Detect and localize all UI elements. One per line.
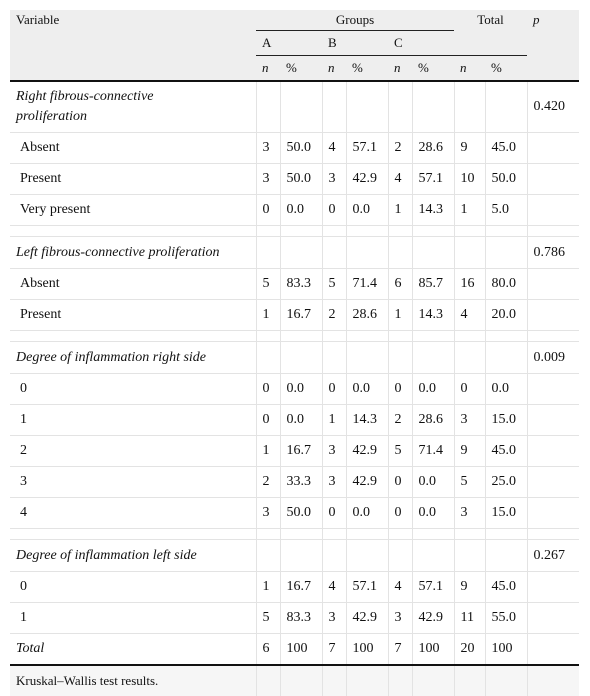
- empty-cell: [346, 226, 388, 237]
- cell-c-n: 0: [388, 374, 412, 405]
- footnote-row: [10, 665, 579, 696]
- empty-cell: [322, 237, 346, 269]
- empty-cell: [527, 572, 579, 603]
- cell-b-n: 3: [322, 436, 346, 467]
- empty-cell: [412, 331, 454, 342]
- empty-cell: [322, 81, 346, 133]
- empty-cell: [527, 226, 579, 237]
- header-group-c: C: [388, 31, 454, 56]
- empty-cell: [527, 405, 579, 436]
- cell-c-pct: 71.4: [412, 436, 454, 467]
- cell-t-n: 3: [454, 498, 485, 529]
- empty-cell: [527, 529, 579, 540]
- cell-c-pct: 0.0: [412, 467, 454, 498]
- empty-cell: [388, 540, 412, 572]
- cell-c-pct: 0.0: [412, 374, 454, 405]
- cell-c-n: 0: [388, 498, 412, 529]
- empty-cell: [322, 665, 346, 696]
- empty-cell: [280, 226, 322, 237]
- total-a-pct: 100: [280, 634, 322, 666]
- table-row: [10, 405, 579, 436]
- cell-a-pct: 16.7: [280, 572, 322, 603]
- empty-cell: [280, 237, 322, 269]
- empty-cell: [346, 81, 388, 133]
- cell-a-n: 2: [256, 467, 280, 498]
- cell-a-n: 0: [256, 374, 280, 405]
- empty-cell: [388, 665, 412, 696]
- empty-cell: [346, 331, 388, 342]
- empty-cell: [412, 81, 454, 133]
- cell-b-n: 3: [322, 467, 346, 498]
- spacer-row: [10, 529, 579, 540]
- empty-cell: [256, 342, 280, 374]
- empty-cell: [454, 81, 485, 133]
- empty-cell: [256, 237, 280, 269]
- cell-a-pct: 0.0: [280, 405, 322, 436]
- empty-cell: [388, 237, 412, 269]
- table-row: [10, 195, 579, 226]
- empty-cell: [256, 81, 280, 133]
- empty-cell: [485, 81, 527, 133]
- empty-cell: [527, 436, 579, 467]
- empty-cell: [527, 665, 579, 696]
- header-row-units: [10, 56, 579, 82]
- cell-a-n: 1: [256, 300, 280, 331]
- cell-b-n: 1: [322, 405, 346, 436]
- cell-c-n: 4: [388, 572, 412, 603]
- cell-b-pct: 28.6: [346, 300, 388, 331]
- cell-t-pct: 0.0: [485, 374, 527, 405]
- cell-c-pct: 28.6: [412, 405, 454, 436]
- cell-t-pct: 45.0: [485, 436, 527, 467]
- empty-cell: [280, 81, 322, 133]
- empty-cell: [454, 540, 485, 572]
- cell-t-pct: 45.0: [485, 572, 527, 603]
- header-a-n: n: [256, 56, 280, 82]
- empty-cell: [527, 269, 579, 300]
- header-p: p: [527, 10, 579, 31]
- total-b-n: 7: [322, 634, 346, 666]
- empty-cell: [10, 529, 256, 540]
- empty-cell: [485, 665, 527, 696]
- cell-c-n: 0: [388, 467, 412, 498]
- row-label: 1: [10, 603, 256, 634]
- cell-a-pct: 50.0: [280, 133, 322, 164]
- header-group-a: A: [256, 31, 322, 56]
- row-label: 3: [10, 467, 256, 498]
- table-row: [10, 269, 579, 300]
- empty-cell: [346, 665, 388, 696]
- cell-b-n: 5: [322, 269, 346, 300]
- section-header-row: [10, 342, 579, 374]
- total-a-n: 6: [256, 634, 280, 666]
- header-group-b: B: [322, 31, 388, 56]
- cell-c-pct: 57.1: [412, 572, 454, 603]
- empty-cell: [454, 342, 485, 374]
- cell-a-pct: 50.0: [280, 498, 322, 529]
- cell-b-pct: 57.1: [346, 133, 388, 164]
- cell-b-n: 3: [322, 164, 346, 195]
- empty-cell: [322, 540, 346, 572]
- empty-cell: [412, 342, 454, 374]
- row-label: 0: [10, 572, 256, 603]
- table-row: [10, 133, 579, 164]
- cell-b-n: 4: [322, 572, 346, 603]
- empty-cell: [256, 665, 280, 696]
- cell-b-pct: 42.9: [346, 436, 388, 467]
- table-row: [10, 603, 579, 634]
- empty-cell: [485, 331, 527, 342]
- cell-t-n: 11: [454, 603, 485, 634]
- cell-a-n: 0: [256, 405, 280, 436]
- cell-b-n: 3: [322, 603, 346, 634]
- cell-a-pct: 50.0: [280, 164, 322, 195]
- empty-cell: [280, 665, 322, 696]
- row-label: Absent: [10, 269, 256, 300]
- empty-cell: [454, 529, 485, 540]
- cell-a-n: 5: [256, 269, 280, 300]
- empty-cell: [527, 467, 579, 498]
- empty-cell: [527, 498, 579, 529]
- empty-cell: [527, 164, 579, 195]
- table-row: [10, 436, 579, 467]
- cell-b-pct: 0.0: [346, 374, 388, 405]
- spacer-row: [10, 331, 579, 342]
- cell-t-n: 16: [454, 269, 485, 300]
- cell-b-pct: 42.9: [346, 164, 388, 195]
- cell-c-pct: 28.6: [412, 133, 454, 164]
- cell-t-n: 5: [454, 467, 485, 498]
- cell-t-pct: 15.0: [485, 498, 527, 529]
- empty-cell: [388, 226, 412, 237]
- cell-c-pct: 57.1: [412, 164, 454, 195]
- total-c-pct: 100: [412, 634, 454, 666]
- cell-b-pct: 0.0: [346, 195, 388, 226]
- cell-t-pct: 50.0: [485, 164, 527, 195]
- section-title: Degree of inflammation left side: [10, 540, 256, 572]
- row-label: 0: [10, 374, 256, 405]
- header-row-groups: [10, 10, 579, 31]
- empty-cell: [527, 133, 579, 164]
- cell-b-n: 0: [322, 374, 346, 405]
- table-row: [10, 300, 579, 331]
- empty-cell: [10, 226, 256, 237]
- empty-cell: [280, 331, 322, 342]
- empty-cell: [527, 300, 579, 331]
- empty-cell: [527, 634, 579, 666]
- cell-a-n: 1: [256, 436, 280, 467]
- cell-c-n: 4: [388, 164, 412, 195]
- cell-a-n: 1: [256, 572, 280, 603]
- header-b-pct: %: [346, 56, 388, 82]
- cell-a-n: 5: [256, 603, 280, 634]
- cell-a-pct: 16.7: [280, 436, 322, 467]
- p-value: 0.267: [527, 540, 579, 572]
- section-header-row: [10, 540, 579, 572]
- empty-cell: [485, 342, 527, 374]
- total-label: Total: [10, 634, 256, 666]
- cell-t-pct: 80.0: [485, 269, 527, 300]
- empty-cell: [412, 540, 454, 572]
- cell-b-pct: 57.1: [346, 572, 388, 603]
- empty-cell: [256, 540, 280, 572]
- empty-cell: [527, 374, 579, 405]
- cell-t-n: 9: [454, 133, 485, 164]
- empty-cell: [346, 540, 388, 572]
- results-table: [10, 10, 579, 696]
- cell-c-n: 2: [388, 133, 412, 164]
- total-c-n: 7: [388, 634, 412, 666]
- footnote: Kruskal–Wallis test results.: [10, 665, 256, 696]
- results-table-container: [10, 10, 579, 695]
- empty-cell: [485, 529, 527, 540]
- section-header-row: [10, 237, 579, 269]
- section-title: Left fibrous-connective proliferation: [10, 237, 256, 269]
- cell-t-pct: 5.0: [485, 195, 527, 226]
- empty-cell: [322, 331, 346, 342]
- empty-cell: [388, 331, 412, 342]
- empty-cell: [256, 226, 280, 237]
- cell-a-pct: 33.3: [280, 467, 322, 498]
- table-row: [10, 572, 579, 603]
- empty-cell: [412, 529, 454, 540]
- empty-cell: [485, 237, 527, 269]
- cell-b-pct: 14.3: [346, 405, 388, 436]
- header-b-n: n: [322, 56, 346, 82]
- cell-c-pct: 42.9: [412, 603, 454, 634]
- total-t-pct: 100: [485, 634, 527, 666]
- cell-t-pct: 25.0: [485, 467, 527, 498]
- empty-cell: [346, 237, 388, 269]
- empty-cell: [527, 603, 579, 634]
- cell-a-n: 0: [256, 195, 280, 226]
- total-b-pct: 100: [346, 634, 388, 666]
- total-t-n: 20: [454, 634, 485, 666]
- cell-b-pct: 42.9: [346, 467, 388, 498]
- empty-cell: [454, 665, 485, 696]
- header-c-n: n: [388, 56, 412, 82]
- row-label: Present: [10, 300, 256, 331]
- header-a-pct: %: [280, 56, 322, 82]
- cell-c-n: 2: [388, 405, 412, 436]
- empty-cell: [527, 195, 579, 226]
- empty-cell: [485, 540, 527, 572]
- cell-a-pct: 0.0: [280, 374, 322, 405]
- header-row-subgroups: [10, 31, 579, 56]
- cell-a-pct: 83.3: [280, 269, 322, 300]
- cell-b-n: 4: [322, 133, 346, 164]
- empty-cell: [10, 331, 256, 342]
- section-title: Degree of inflammation right side: [10, 342, 256, 374]
- header-total-n: n: [454, 56, 485, 82]
- cell-c-n: 6: [388, 269, 412, 300]
- cell-t-pct: 20.0: [485, 300, 527, 331]
- cell-c-n: 1: [388, 300, 412, 331]
- empty-cell: [388, 342, 412, 374]
- empty-cell: [280, 529, 322, 540]
- cell-t-n: 10: [454, 164, 485, 195]
- section-title: Right fibrous-connective proliferation: [10, 81, 256, 133]
- empty-cell: [280, 540, 322, 572]
- p-value: 0.009: [527, 342, 579, 374]
- cell-a-pct: 16.7: [280, 300, 322, 331]
- cell-b-n: 2: [322, 300, 346, 331]
- header-groups: Groups: [256, 10, 454, 31]
- empty-cell: [412, 226, 454, 237]
- empty-cell: [256, 529, 280, 540]
- cell-b-pct: 0.0: [346, 498, 388, 529]
- cell-b-pct: 42.9: [346, 603, 388, 634]
- row-label: Very present: [10, 195, 256, 226]
- cell-c-n: 3: [388, 603, 412, 634]
- row-label: Absent: [10, 133, 256, 164]
- empty-cell: [346, 529, 388, 540]
- table-row: [10, 374, 579, 405]
- empty-cell: [454, 331, 485, 342]
- cell-a-n: 3: [256, 164, 280, 195]
- cell-t-n: 3: [454, 405, 485, 436]
- empty-cell: [322, 342, 346, 374]
- empty-cell: [454, 226, 485, 237]
- table-row: [10, 467, 579, 498]
- empty-cell: [388, 81, 412, 133]
- cell-c-pct: 85.7: [412, 269, 454, 300]
- empty-cell: [322, 226, 346, 237]
- row-label: 1: [10, 405, 256, 436]
- cell-t-n: 4: [454, 300, 485, 331]
- cell-t-pct: 45.0: [485, 133, 527, 164]
- p-value: 0.420: [527, 81, 579, 133]
- cell-t-n: 1: [454, 195, 485, 226]
- empty-cell: [412, 665, 454, 696]
- cell-c-pct: 14.3: [412, 195, 454, 226]
- header-total-pct: %: [485, 56, 527, 82]
- cell-b-n: 0: [322, 195, 346, 226]
- empty-cell: [280, 342, 322, 374]
- cell-t-pct: 15.0: [485, 405, 527, 436]
- cell-a-pct: 0.0: [280, 195, 322, 226]
- row-label: Present: [10, 164, 256, 195]
- empty-cell: [322, 529, 346, 540]
- cell-a-n: 3: [256, 498, 280, 529]
- empty-cell: [256, 331, 280, 342]
- header-variable: Variable: [10, 10, 256, 31]
- cell-a-pct: 83.3: [280, 603, 322, 634]
- empty-cell: [485, 226, 527, 237]
- empty-cell: [412, 237, 454, 269]
- cell-c-n: 5: [388, 436, 412, 467]
- empty-cell: [527, 331, 579, 342]
- total-row: [10, 634, 579, 666]
- cell-c-n: 1: [388, 195, 412, 226]
- empty-cell: [454, 237, 485, 269]
- header-total: Total: [454, 10, 527, 31]
- cell-t-pct: 55.0: [485, 603, 527, 634]
- empty-cell: [388, 529, 412, 540]
- table-body: [10, 10, 579, 696]
- section-header-row: [10, 81, 579, 133]
- table-row: [10, 164, 579, 195]
- cell-b-n: 0: [322, 498, 346, 529]
- cell-t-n: 9: [454, 572, 485, 603]
- cell-b-pct: 71.4: [346, 269, 388, 300]
- table-row: [10, 498, 579, 529]
- cell-a-n: 3: [256, 133, 280, 164]
- spacer-row: [10, 226, 579, 237]
- row-label: 4: [10, 498, 256, 529]
- cell-t-n: 9: [454, 436, 485, 467]
- empty-cell: [346, 342, 388, 374]
- cell-c-pct: 0.0: [412, 498, 454, 529]
- row-label: 2: [10, 436, 256, 467]
- p-value: 0.786: [527, 237, 579, 269]
- header-c-pct: %: [412, 56, 454, 82]
- cell-c-pct: 14.3: [412, 300, 454, 331]
- cell-t-n: 0: [454, 374, 485, 405]
